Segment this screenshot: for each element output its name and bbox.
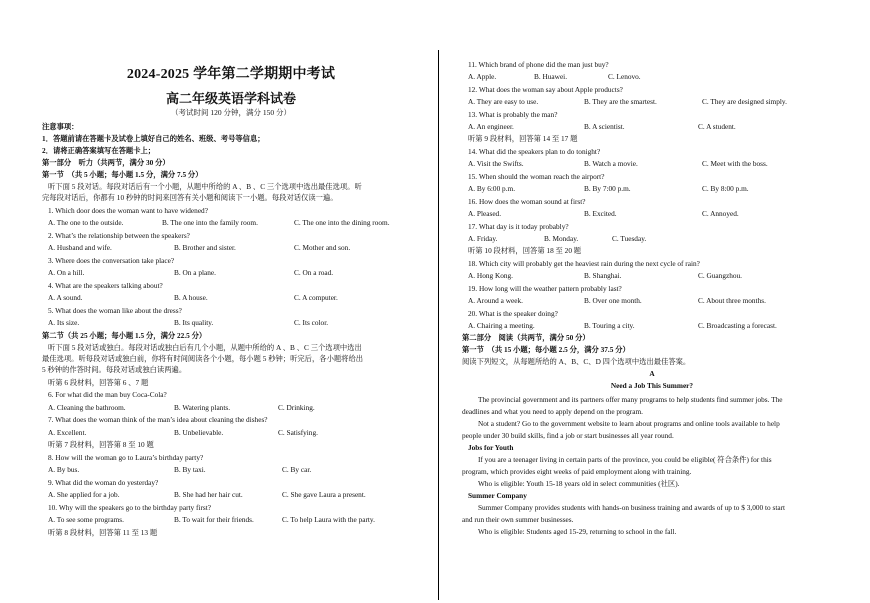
- question-4: 4. What are the speakers talking about?: [48, 281, 163, 290]
- question-8: 8. How will the woman go to Laura’s birthday party?: [48, 453, 204, 462]
- option-20a: A. Chairing a meeting.: [468, 321, 535, 330]
- question-16: 16. How does the woman sound at first?: [468, 197, 586, 206]
- material-heading: 听第 7 段材料，回答第 8 至 10 题: [48, 440, 154, 449]
- note-1: 1．答题前请在答题卡及试卷上填好自己的姓名、班级、考号等信息；: [42, 134, 265, 143]
- option-13b: B. A scientist.: [584, 122, 625, 131]
- option-10a: A. To see some programs.: [48, 515, 124, 524]
- question-17: 17. What day is it today probably?: [468, 222, 569, 231]
- question-18: 18. Which city will probably get the heaviest rain during the next cycle of rain?: [468, 259, 700, 268]
- option-12c: C. They are designed simply.: [702, 97, 787, 106]
- part1-heading: 第一部分 听力（共两节，满分 30 分）: [42, 158, 170, 167]
- option-18b: B. Shanghai.: [584, 271, 622, 280]
- option-7b: B. Unbelievable.: [174, 428, 224, 437]
- note-2: 2．请将正确答案填写在答题卡上；: [42, 146, 156, 155]
- question-10: 10. Why will the speakers go to the birthday party first?: [48, 503, 211, 512]
- option-6a: A. Cleaning the bathroom.: [48, 403, 126, 412]
- option-13c: C. A student.: [698, 122, 736, 131]
- passage-subheading: Jobs for Youth: [468, 443, 514, 452]
- option-8b: B. By taxi.: [174, 465, 206, 474]
- option-7a: A. Excellent.: [48, 428, 87, 437]
- option-4b: B. A house.: [174, 293, 208, 302]
- option-19c: C. About three months.: [698, 296, 766, 305]
- option-10c: C. To help Laura with the party.: [282, 515, 375, 524]
- section1-instruction: 完每段对话后，你都有 10 秒钟的时间来回答有关小题和阅读下一小题。每段对话仅读一遍。: [42, 193, 338, 202]
- material-heading: 听第 10 段材料，回答第 18 至 20 题: [468, 246, 582, 255]
- question-5: 5. What does the woman like about the dress?: [48, 306, 182, 315]
- option-4a: A. A sound.: [48, 293, 83, 302]
- section1-heading: 第一节 （共 5 小题；每小题 1.5 分，满分 7.5 分）: [42, 170, 203, 179]
- option-5b: B. Its quality.: [174, 318, 214, 327]
- option-14a: A. Visit the Swifts.: [468, 159, 524, 168]
- reading-instruction: 阅读下列短文，从每题所给的 A、B、C、D 四个选项中选出最佳答案。: [462, 357, 691, 366]
- option-16a: A. Pleased.: [468, 209, 502, 218]
- option-2c: C. Mother and son.: [294, 243, 351, 252]
- option-3a: A. On a hill.: [48, 268, 85, 277]
- question-15: 15. When should the woman reach the airport?: [468, 172, 605, 181]
- option-2a: A. Husband and wife.: [48, 243, 112, 252]
- exam-info: （考试时间 120 分钟，满分 150 分）: [171, 108, 291, 117]
- reading-section1-heading: 第一节 （共 15 小题；每小题 2.5 分，满分 37.5 分）: [462, 345, 630, 354]
- part2-heading: 第二部分 阅读（共两节，满分 50 分）: [462, 333, 590, 342]
- section2-instruction: 5 秒钟的作答时间。每段对话或独白读两遍。: [42, 365, 187, 374]
- passage-paragraph: Who is eligible: Youth 15-18 years old in select communities (社区).: [478, 479, 680, 488]
- option-7c: C. Satisfying.: [278, 428, 318, 437]
- passage-paragraph: program, which provides eight weeks of paid employment along with training.: [462, 467, 692, 476]
- option-1a: A. The one to the outside.: [48, 218, 124, 227]
- section2-heading: 第二节（共 25 小题；每小题 1.5 分，满分 22.5 分）: [42, 331, 207, 340]
- passage-paragraph: Who is eligible: Students aged 15-29, returning to school in the fall.: [478, 527, 677, 536]
- option-11a: A. Apple.: [468, 72, 497, 81]
- option-14c: C. Meet with the boss.: [702, 159, 768, 168]
- option-18a: A. Hong Kong.: [468, 271, 513, 280]
- option-13a: A. An engineer.: [468, 122, 514, 131]
- section2-instruction: 听下面 5 段对话或独白。每段对话或独白后有几个小题，从题中所给的 A 、B 、C 三个选项中选出: [48, 343, 362, 352]
- question-3: 3. Where does the conversation take place?: [48, 256, 175, 265]
- passage-paragraph: Summer Company provides students with hands-on business training and awards of up to $ 3,000 to start: [478, 503, 786, 512]
- question-19: 19. How long will the weather pattern probably last?: [468, 284, 622, 293]
- material-heading: 听第 8 段材料，回答第 11 至 13 题: [48, 528, 158, 537]
- option-9b: B. She had her hair cut.: [174, 490, 243, 499]
- section2-instruction: 最佳选项。听每段对话或独白前，你将有时间阅读各个小题，每小题 5 秒钟；听完后，各小题将给出: [42, 354, 364, 363]
- exam-subtitle: 高二年级英语学科试卷: [165, 91, 296, 106]
- option-19b: B. Over one month.: [584, 296, 642, 305]
- passage-title: Need a Job This Summer?: [610, 381, 694, 390]
- question-1: 1. Which door does the woman want to have widened?: [48, 206, 208, 215]
- option-19a: A. Around a week.: [468, 296, 523, 305]
- option-11c: C. Lenovo.: [608, 72, 641, 81]
- option-6c: C. Drinking.: [278, 403, 315, 412]
- passage-paragraph: If you are a teenager living in certain parts of the province, you could be eligible( 符合条件) for this: [478, 455, 772, 464]
- option-1c: C. The one into the dining room.: [294, 218, 390, 227]
- option-8c: C. By car.: [282, 465, 312, 474]
- passage-letter: A: [649, 369, 655, 378]
- material-heading: 听第 6 段材料，回答第 6 、7 题: [48, 378, 149, 387]
- option-14b: B. Watch a movie.: [584, 159, 638, 168]
- question-11: 11. Which brand of phone did the man just buy?: [468, 60, 609, 69]
- option-15b: B. By 7:00 p.m.: [584, 184, 631, 193]
- passage-paragraph: The provincial government and its partners offer many programs to help students find summer jobs. The: [478, 395, 783, 404]
- question-14: 14. What did the speakers plan to do tonight?: [468, 147, 601, 156]
- option-17c: C. Tuesday.: [612, 234, 647, 243]
- option-10b: B. To wait for their friends.: [174, 515, 254, 524]
- notes-heading: 注意事项：: [42, 122, 79, 131]
- passage-paragraph: Not a student? Go to the government website to learn about programs and online tools available to help: [478, 419, 780, 428]
- option-15a: A. By 6:00 p.m.: [468, 184, 516, 193]
- option-20c: C. Broadcasting a forecast.: [698, 321, 777, 330]
- option-1b: B. The one into the family room.: [162, 218, 258, 227]
- option-16c: C. Annoyed.: [702, 209, 739, 218]
- question-20: 20. What is the speaker doing?: [468, 309, 558, 318]
- question-6: 6. For what did the man buy Coca-Cola?: [48, 390, 167, 399]
- option-2b: B. Brother and sister.: [174, 243, 236, 252]
- option-12a: A. They are easy to use.: [468, 97, 539, 106]
- option-5a: A. Its size.: [48, 318, 80, 327]
- option-20b: B. Touring a city.: [584, 321, 635, 330]
- question-9: 9. What did the woman do yesterday?: [48, 478, 159, 487]
- option-9c: C. She gave Laura a present.: [282, 490, 366, 499]
- passage-paragraph: and run their own summer businesses.: [462, 515, 574, 524]
- question-2: 2. What’s the relationship between the speakers?: [48, 231, 190, 240]
- option-6b: B. Watering plants.: [174, 403, 231, 412]
- question-7: 7. What does the woman think of the man’s idea about cleaning the dishes?: [48, 415, 268, 424]
- column-divider: [438, 50, 439, 600]
- option-12b: B. They are the smartest.: [584, 97, 657, 106]
- option-18c: C. Guangzhou.: [698, 271, 742, 280]
- passage-subheading: Summer Company: [468, 491, 527, 500]
- section1-instruction: 听下面 5 段对话。每段对话后有一个小题，从题中所给的 A 、B 、C 三个选项中选出最佳选项。听: [48, 182, 362, 191]
- option-17a: A. Friday.: [468, 234, 498, 243]
- passage-paragraph: people under 30 build skills, find a job or start businesses all year round.: [462, 431, 674, 440]
- option-11b: B. Huawei.: [534, 72, 568, 81]
- question-13: 13. What is probably the man?: [468, 110, 558, 119]
- passage-paragraph: deadlines and what you need to apply depend on the program.: [462, 407, 643, 416]
- option-16b: B. Excited.: [584, 209, 617, 218]
- option-4c: C. A computer.: [294, 293, 338, 302]
- option-9a: A. She applied for a job.: [48, 490, 120, 499]
- option-17b: B. Monday.: [544, 234, 579, 243]
- material-heading: 听第 9 段材料，回答第 14 至 17 题: [468, 134, 578, 143]
- option-5c: C. Its color.: [294, 318, 329, 327]
- option-3c: C. On a road.: [294, 268, 334, 277]
- option-3b: B. On a plane.: [174, 268, 216, 277]
- exam-title: 2024-2025 学年第二学期期中考试: [126, 67, 336, 82]
- question-12: 12. What does the woman say about Apple products?: [468, 85, 623, 94]
- option-8a: A. By bus.: [48, 465, 80, 474]
- option-15c: C. By 8:00 p.m.: [702, 184, 749, 193]
